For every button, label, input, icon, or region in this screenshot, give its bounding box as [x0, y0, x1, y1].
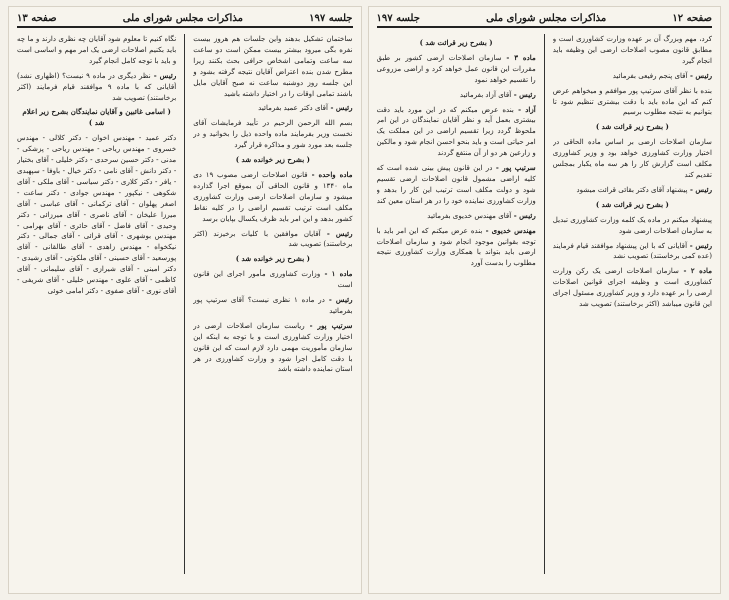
page-title: مذاکرات مجلس شورای ملی [122, 13, 243, 24]
speaker-name: رئیس - [511, 89, 536, 99]
paragraph [553, 241, 712, 263]
paragraph-text: بنده عرض میکنم که در این مورد باید دقت بیشتری بعمل آید و نظر آقایان نمایندگان در این امر ملحوظ گردد زیرا تقسیم اراضی در این مملکت یک امر حیاتی است و باید بنحو احسن انجام شود و مالکین و زارعین هر دو از آن منتفع گردند [376, 104, 536, 158]
page-title: مذاکرات مجلس شورای ملی [486, 13, 607, 24]
paragraph [193, 170, 352, 225]
paragraph-text: سازمان اصلاحات ارضی یک رکن وزارت کشاورزی است و وظیفه اجرای قوانین اصلاحات ارضی را بر عهده دارد و وزیر کشاورزی مسئول اجرای این قانون میباشد (اکثر برخاستند) تصویب شد [552, 266, 712, 309]
paragraph [553, 137, 712, 181]
column-right [553, 34, 712, 574]
paragraph-text: آقای پنجم رفیعی بفرمائید [612, 70, 688, 80]
right-page [368, 6, 722, 594]
paragraph-text: وزارت کشاورزی مأمور اجرای این قانون است [193, 269, 353, 290]
paragraph [193, 118, 352, 151]
page-number: صفحه ۱۳ [17, 13, 57, 24]
paragraph [553, 266, 712, 310]
session-label: جلسه ۱۹۷ [376, 13, 420, 24]
speaker-name: رئیس - [687, 70, 712, 80]
speaker-name: ماده ۱ - [320, 269, 353, 279]
speaker-name: رئیس - [150, 70, 177, 80]
paragraph-text: سازمان اصلاحات ارضی کشور بر طبق مقررات این قانون عمل خواهد کرد و اراضی مزروعی را تقسیم خواهد نمود [376, 52, 536, 84]
paragraph-text: دکتر عمید - مهندس اخوان - دکتر کلالی - مهندس خسروی - مهندس ریاحی - مهندس ریاحی - پزشکی - مدنی - دکتر حسین سرحدی - دکتر خلیلی - آقای بختیار - دکتر دانش - آقای نامی - دکتر خیال - باوفا - سپهبدی - یافر - دکتر کلاری - دکتر سیاسی - آقای ملکی - آقای شکوهی - نیکپور - مهندس جوادی - دکتر ساعت - اصغر پهلوان - آقای ترکمانی - آقای عباسی - آقای میرزا علیخان - آقای ناصری - آقای میرزائی - دکتر وحیدی - آقای فاضل - آقای حائری - آقای بهرامی - مهندس بوشهری - آقای قرائی - آقای جمالی - دکتر نیکخواه - مهندس زاهدی - آقای طالقانی - آقای پورسعید - آقای حسینی - آقای ملکوتی - آقای رشیدی - دکتر امینی - آقای شیرازی - آقای سلیمانی - آقای کاظمی - آقای علوی - مهندس خلیلی - آقای شریفی - آقای نوری - آقای صفوی - دکتر امامی خوئی [17, 133, 177, 295]
paragraph [377, 90, 536, 101]
paragraph [193, 321, 352, 376]
paragraph [377, 211, 536, 222]
column-divider [184, 34, 185, 574]
speaker-name: رئیس - [687, 240, 712, 250]
paragraph [553, 34, 712, 67]
speaker-name: رئیس - [320, 228, 353, 238]
paragraph-text: ریاست سازمان اصلاحات ارضی در اختیار وزارت کشاورزی است و با توجه به اینکه این سازمان مأموریت مهمی دارد لازم است که این قانون با دقت کامل اجرا شود و وزارت کشاورزی در هر استان نماینده داشته باشد [193, 320, 353, 374]
speaker-name: سرتیپ پور - [492, 163, 536, 173]
paragraph-text: در ماده ۱ نظری نیست؟ آقای سرتیپ پور بفرمائید [193, 295, 353, 315]
speaker-name: ماده واحده - [307, 169, 353, 179]
paragraph [553, 71, 712, 82]
paragraph-text: ساختمان تشکیل بدهند واین جلسات هم هروز بیست نفره بگی میرود بیشتر بیست ممکن است دو ساعت سه ساعت وتمامی اشخاص حرافی بحث بکنند زیرا مطرح شدن بنده اعتراض آقایان نتیجه گرفته بشود و این جلسه روز دوشنبه ساعت نه صبح آقایان مایل باشند تمامی اوقات را در اختیار داشته باشید [193, 34, 353, 98]
speaker-name: مهندس خدیوی - [482, 225, 536, 235]
paragraph [377, 163, 536, 207]
paragraph [377, 226, 536, 270]
paragraph-text: کرد، مهم وبزرگ آن بر عهده وزارت کشاورزی است و مطابق قانون مصوب اصلاحات ارضی این وظیفه باید انجام گیرد [552, 34, 712, 65]
paragraph-text: بنده با نظر آقای سرتیپ پور موافقم و میخواهم عرض کنم که این ماده باید با دقت بیشتری تنظیم شود تا بتوانیم به نتیجه مطلوب برسیم [552, 85, 712, 117]
paragraph [553, 86, 712, 119]
speaker-name: رئیس - [511, 210, 536, 220]
paragraph-text: در این قانون پیش بینی شده است که کلیه اراضی مشمول قانون اصلاحات ارضی تقسیم شود و دولت مکلف است ترتیب این کار را بدهد و وزارت کشاورزی نماینده خود را در هر استان معین کند [376, 163, 536, 205]
paragraph-text: سازمان اصلاحات ارضی بر اساس ماده الحاقی در اختیار وزارت کشاورزی خواهد بود و وزیر کشاورزی مکلف است گزارش کار را هر سه ماه یکبار بمجلس تقدیم کند [552, 137, 712, 179]
paragraph [193, 295, 352, 317]
paragraph [17, 133, 176, 297]
paragraph-text: آقای دکتر عمید بفرمائید [258, 103, 329, 113]
text-columns [17, 34, 353, 574]
paragraph [377, 53, 536, 86]
paragraph-text: پیشنهاد آقای دکتر بقائی قرائت میشود [576, 184, 688, 194]
paragraph-text: بنده عرض میکنم که این امر باید با توجه بقوانین موجود انجام شود و سازمان اصلاحات ارضی باید بتواند با همکاری وزارت کشاورزی نتیجه مطلوب را بدست آورد [376, 225, 536, 268]
paragraph-text: آقای آزاد بفرمائید [459, 89, 512, 99]
speaker-name: ماده ۳ - [501, 52, 536, 62]
speaker-name: رئیس - [687, 184, 712, 194]
page-number: صفحه ۱۲ [672, 13, 712, 24]
paragraph [193, 34, 352, 99]
paragraph-text: آقایانی که با این پیشنهاد موافقند قیام فرمایند (عده کمی برخاستند) تصویب نشد [552, 240, 712, 261]
paragraph-text: بسم الله الرحمن الرحیم در تأیید فرمایشات آقای نخست وزیر بفرمایند ماده واحده ذیل را بخوانید و در جلسه بعد مورد شور و مذاکره قرار گیرد [193, 118, 353, 150]
page-header [17, 13, 353, 28]
paragraph-text: آقای مهندس خدیوی بفرمائید [427, 210, 512, 220]
column-right [193, 34, 352, 574]
section-heading: ( بشرح زیر قرائت شد ) [595, 199, 669, 209]
paragraph [17, 71, 176, 104]
column-left [17, 34, 176, 574]
paragraph [553, 185, 712, 196]
left-page [8, 6, 362, 594]
speaker-name: ماده ۲ - [678, 266, 712, 276]
paragraph [377, 105, 536, 160]
paragraph [193, 269, 352, 291]
speaker-name: رئیس - [328, 103, 353, 113]
paragraph-text: نظر دیگری در ماده ۹ نیست؟ (اظهاری نشد) آقایانی که با ماده ۹ موافقند قیام فرمایند (اکثر برخاستند) تصویب شد [17, 70, 177, 102]
column-divider [544, 34, 545, 574]
section-heading: ( اسامی غائبین و آقایان نمایندگان بشرح زیر اعلام شد ) [22, 107, 171, 128]
paragraph-text: نگاه کنیم تا معلوم شود آقایان چه نظری دارند و ما چه باید بکنیم اصلاحات ارضی یک امر مهم و اساسی است و باید با توجه کامل انجام گیرد [17, 34, 177, 65]
paragraph [193, 103, 352, 114]
paragraph-text: آقایان موافقین با کلیات برخیزند (اکثر برخاستند) تصویب شد [193, 228, 353, 249]
speaker-name: رئیس - [324, 295, 353, 305]
section-heading: ( بشرح زیر خوانده شد ) [235, 254, 311, 264]
speaker-name: آزاد - [513, 104, 536, 114]
section-heading: ( بشرح زیر قرائت شد ) [595, 122, 669, 132]
paragraph [193, 229, 352, 251]
section-heading: ( بشرح زیر قرائت شد ) [419, 38, 493, 47]
column-left [377, 34, 536, 574]
page-header [377, 13, 713, 28]
text-columns [377, 34, 713, 574]
paragraph [17, 34, 176, 67]
speaker-name: سرتیپ پور - [304, 320, 353, 330]
paragraph-text: قانون اصلاحات ارضی مصوب ۱۹ دی ماه ۱۳۴۰ و قانون الحاقی آن بموقع اجرا گذارده میشود و سازمان اصلاحات ارضی وزارت کشاورزی مکلف است ترتیب تقسیم اراضی را در کلیه نقاط کشور بدهد و این امر باید ظرف یکسال بپایان برسد [193, 169, 353, 223]
paragraph [553, 215, 712, 237]
paragraph-text: پیشنهاد میکنم در ماده یک کلمه وزارت کشاورزی تبدیل به سازمان اصلاحات ارضی شود [552, 214, 712, 235]
session-label: جلسه ۱۹۷ [309, 13, 353, 24]
section-heading: ( بشرح زیر خوانده شد ) [235, 155, 311, 165]
